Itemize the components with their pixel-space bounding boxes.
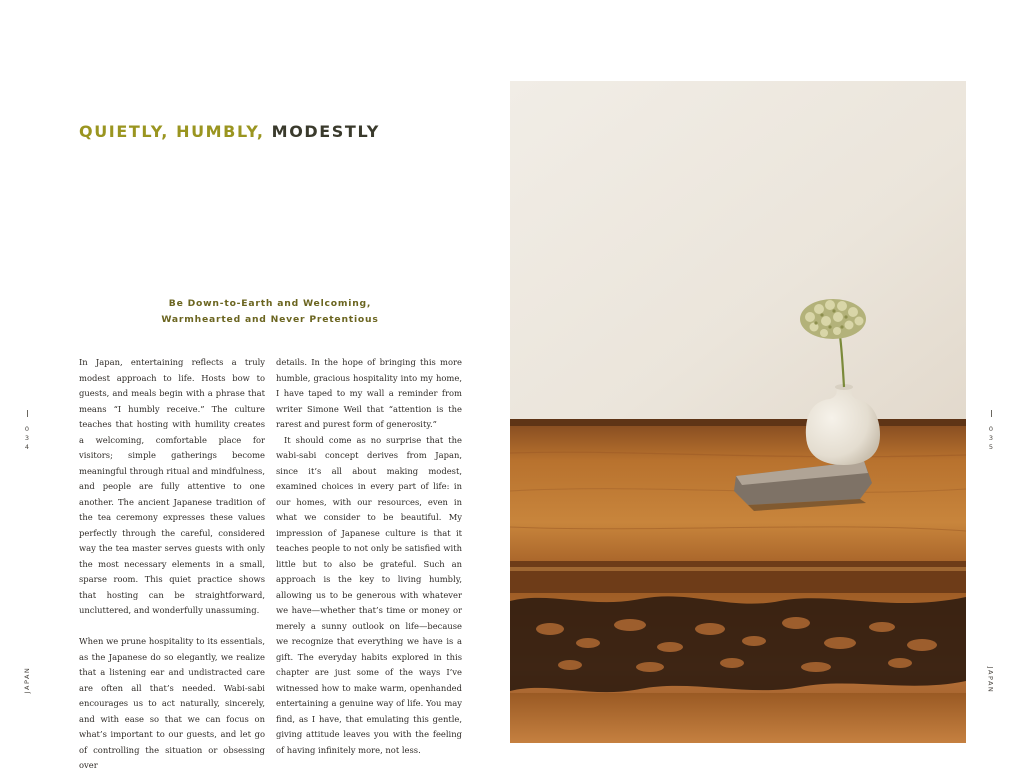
chapter-title (79, 122, 380, 141)
folio-digit: 3 (988, 434, 994, 442)
running-head-left: JAPAN (23, 666, 31, 694)
folio-digit: 5 (988, 443, 994, 451)
folio-digit: 0 (988, 425, 994, 433)
subhead-line-1: Be Down-to-Earth and Welcoming, (168, 298, 372, 309)
vase-photo (510, 81, 966, 743)
running-head-right: JAPAN (987, 666, 995, 694)
photo-illustration (510, 81, 966, 743)
page-number-right (986, 410, 996, 452)
page-number-left (22, 410, 32, 452)
folio-digit: 0 (24, 425, 30, 433)
folio-digit: 3 (24, 434, 30, 442)
title-accent: QUIETLY, HUMBLY, (79, 122, 265, 141)
paragraph-1: In Japan, entertaining reflects a truly modest approach to life. Hosts bow to guests, and meals begin with a phrase that means “I humbly receive.” The culture teaches that hosting with humility creates a welcoming, comfortable place for visitors; simple gatherings become meaningful through ritual and mindfulness, and people are fully attentive to one another. The ancient Japanese tradition of the tea ceremony expresses these values perfectly through the careful, considered way the tea master serves guests with only the most necessary elements in a small, sparse room. This quiet practice shows that hosting can be straightforward, uncluttered, and wonderfully unassuming. (79, 357, 265, 615)
folio-tick (991, 410, 992, 417)
paragraph-4: It should come as no surprise that the wabi-sabi concept derives from Japan, since it’s all about making modest, examined choices in every part of life: in our homes, with our resources, even in what we consider to be beautiful. My impression of Japanese culture is that it teaches people to not only be satisfied with little but to also be grateful. Such an approach is the key to living humbly, allowing us to be generous with whatever we have—whether that’s time or money or merely a sunny outlook on life—because we recognize that everything we have is a gift. The everyday habits explored in this chapter are just some of the ways I’ve witnessed how to make warm, openhanded entertaining a genuine way of life. You may find, as I have, that emulating this gentle, giving attitude leaves you with the feeling of having infinitely more, not less. (276, 434, 462, 755)
shelf-lower (510, 693, 966, 743)
shelf-edge (510, 561, 966, 593)
folio-tick (27, 410, 28, 417)
left-page (0, 0, 506, 768)
subhead-line-2: Warmhearted and Never Pretentious (161, 314, 379, 325)
paragraph-2: When we prune hospitality to its essentials, as the Japanese do so elegantly, we realize that a listening ear and undistracted care are often all that’s needed. Wabi-sabi encourages us to act naturally, sincerely, and with ease so that we can focus on what’s important to our guests, and let go of controlling the situation or obsessing over (79, 636, 265, 770)
wall (510, 81, 966, 426)
right-page (506, 0, 1012, 768)
title-rest: MODESTLY (271, 122, 380, 141)
folio-digit: 4 (24, 443, 30, 451)
paragraph-3: details. In the hope of bringing this more humble, gracious hospitality into my home, I have taped to my wall a reminder from writer Simone Weil that “attention is the rarest and purest form of generosity.” (276, 357, 462, 429)
text-column-2 (276, 355, 462, 758)
section-subheading (79, 296, 461, 328)
text-column-1 (79, 355, 265, 774)
flower-head (800, 299, 866, 339)
